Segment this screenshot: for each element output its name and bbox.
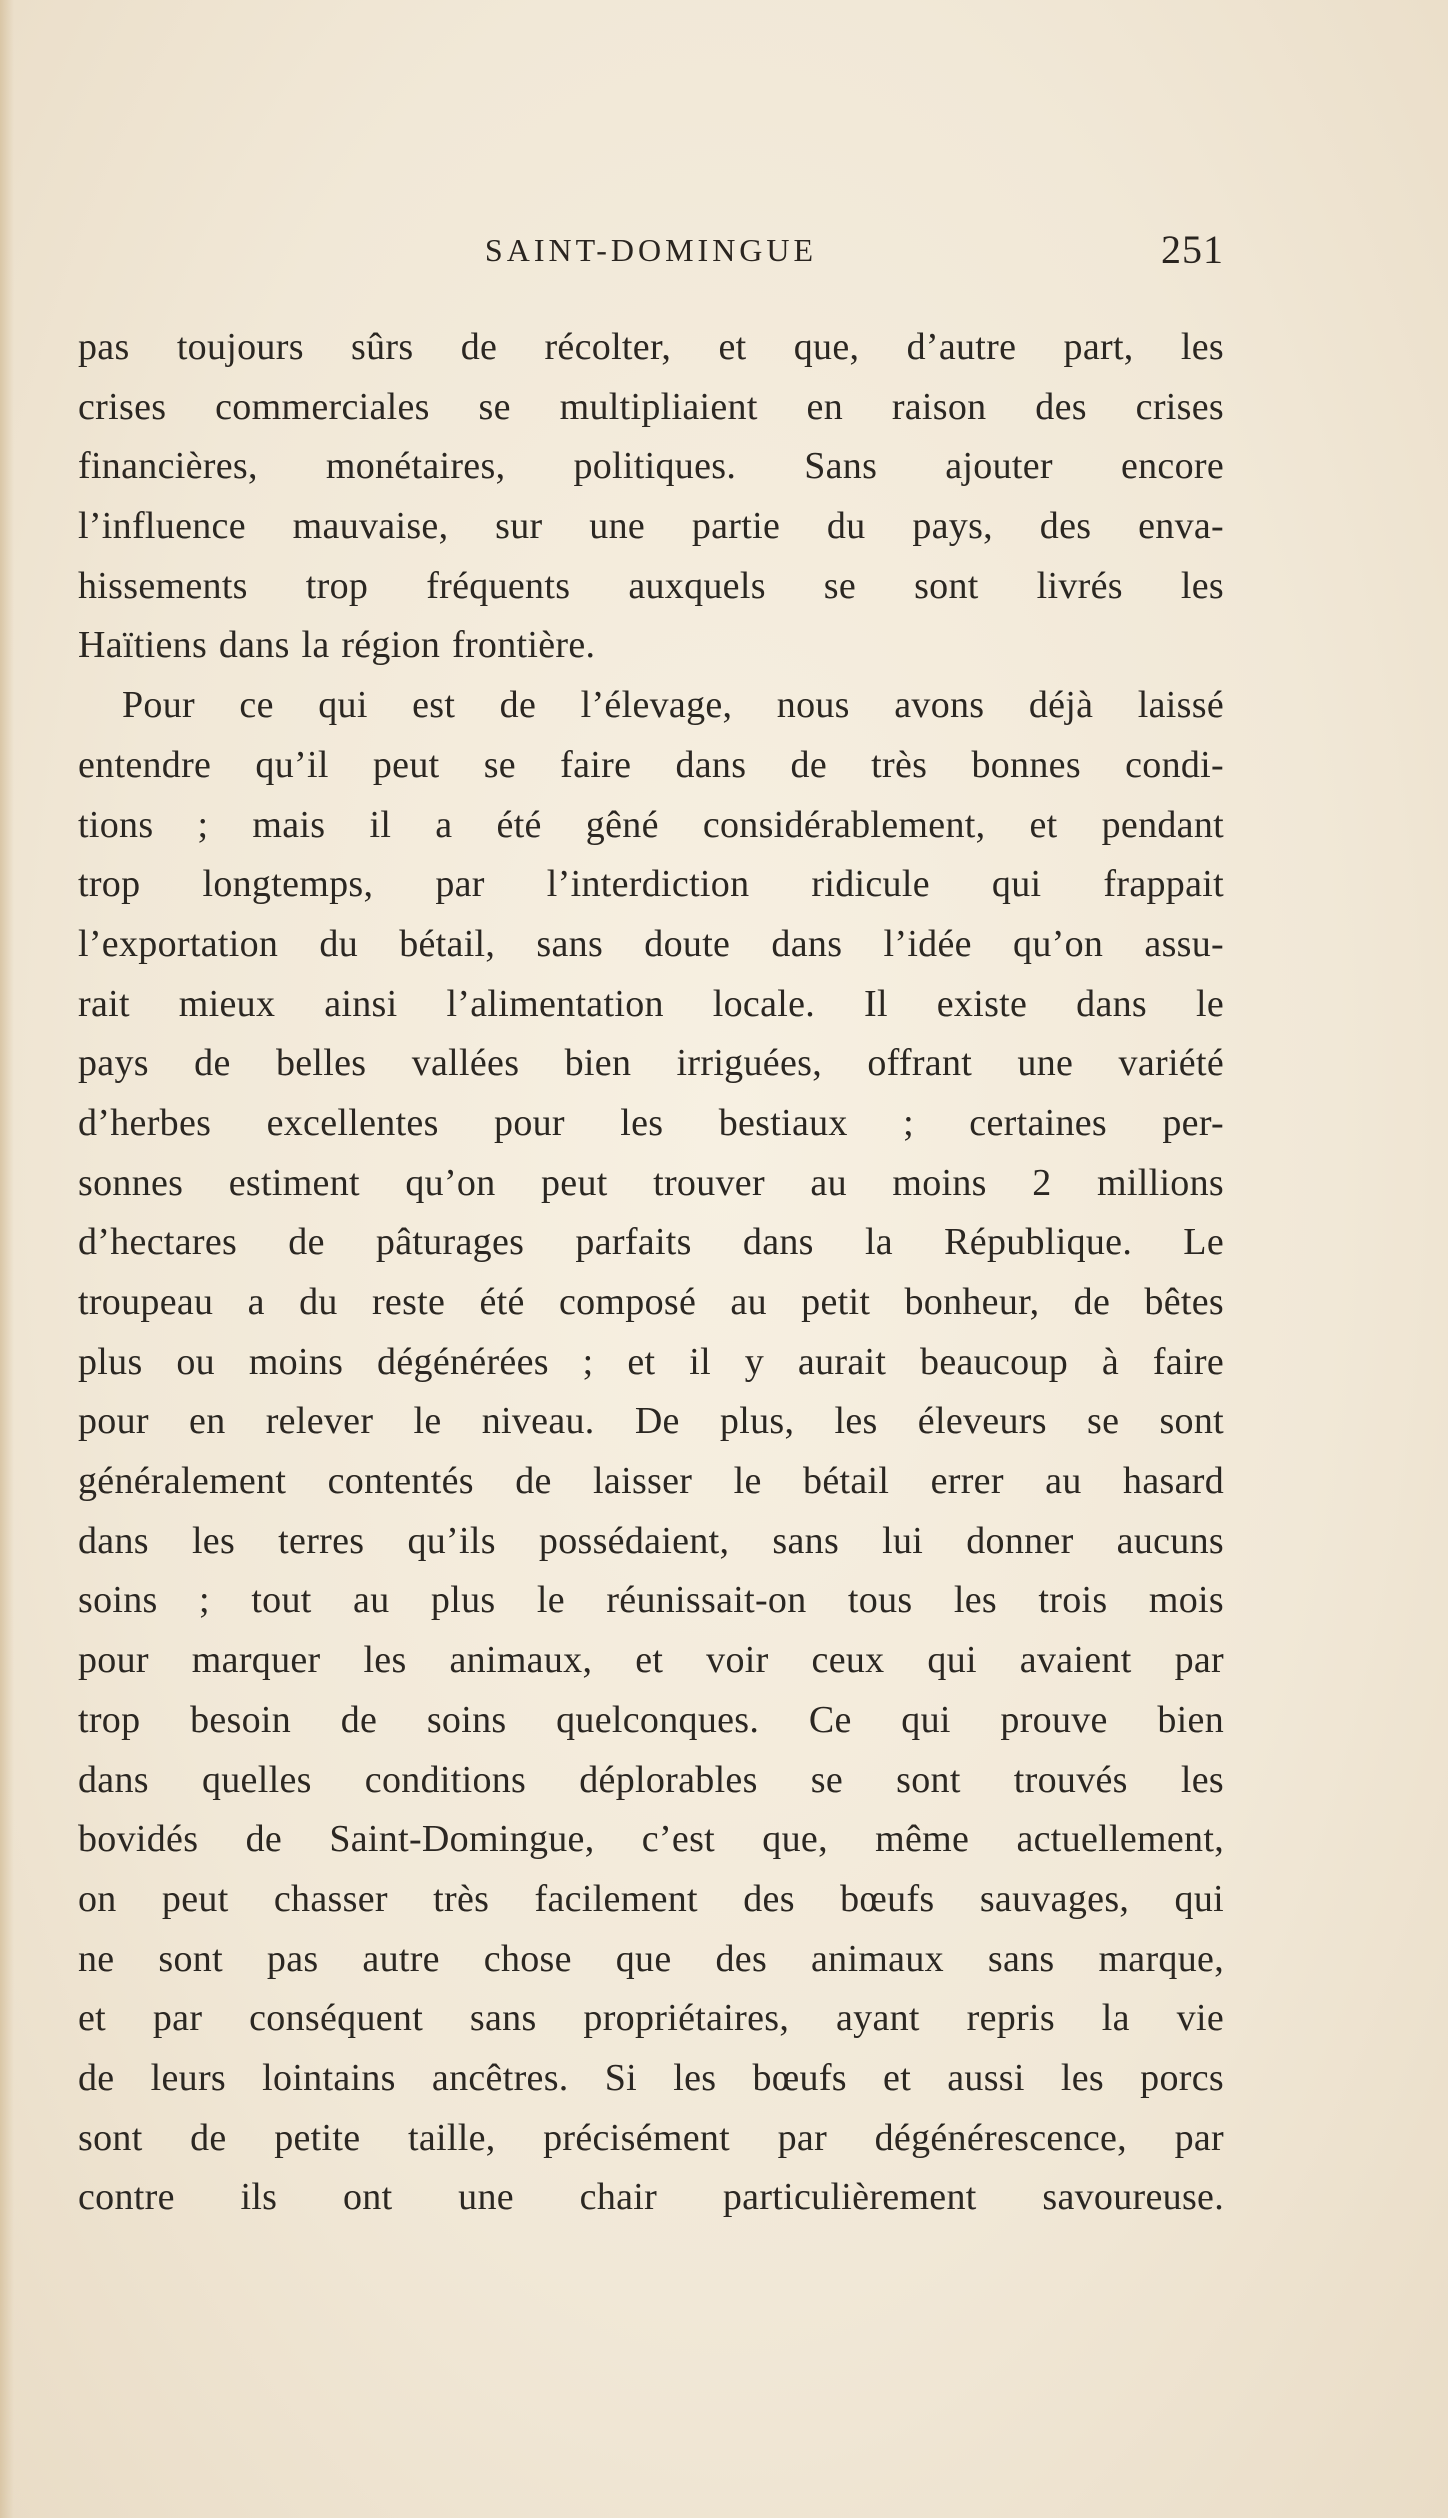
text-line: rait mieux ainsi l’alimentation locale. Il existe dans le: [78, 982, 1224, 1025]
text-line: de leurs lointains ancêtres. Si les bœufs et aussi les porcs: [78, 2056, 1224, 2099]
text-line: d’hectares de pâturages parfaits dans la République. Le: [78, 1221, 1224, 1264]
text-line: plus ou moins dégénérées ; et il y aurait beaucoup à faire: [78, 1340, 1224, 1383]
text-line: Haïtiens dans la région frontière.: [78, 624, 596, 667]
text-line: contre ils ont une chair particulièrement savoureuse.: [78, 2176, 1224, 2219]
text-line: troupeau a du reste été composé au petit bonheur, de bêtes: [78, 1281, 1224, 1323]
text-line: entendre qu’il peut se faire dans de très bonnes condi-: [78, 743, 1224, 786]
text-line: Pour ce qui est de l’élevage, nous avons déjà laissé: [122, 684, 1224, 727]
page-gutter-shadow: [0, 0, 14, 2518]
text-line: crises commerciales se multipliaient en raison des crises: [78, 385, 1224, 428]
text-line: soins ; tout au plus le réunissait-on tous les trois mois: [78, 1579, 1224, 1622]
text-line: on peut chasser très facilement des bœufs sauvages, qui: [78, 1877, 1224, 1920]
text-line: trop longtemps, par l’interdiction ridicule qui frappait: [78, 863, 1224, 906]
text-line: d’herbes excellentes pour les bestiaux ; certaines per-: [78, 1101, 1224, 1144]
text-line: ne sont pas autre chose que des animaux sans marque,: [78, 1937, 1224, 1980]
text-line: l’influence mauvaise, sur une partie du pays, des enva-: [78, 505, 1224, 548]
body-text: [78, 318, 1224, 2228]
text-line: et par conséquent sans propriétaires, ayant repris la vie: [78, 1997, 1224, 2040]
text-line: tions ; mais il a été gêné considérablement, et pendant: [78, 803, 1224, 846]
running-head: [78, 226, 1224, 278]
text-line: pays de belles vallées bien irriguées, offrant une variété: [78, 1042, 1224, 1085]
text-line: pour marquer les animaux, et voir ceux qui avaient par: [78, 1639, 1224, 1682]
text-line: hissements trop fréquents auxquels se sont livrés les: [78, 564, 1224, 607]
text-line: bovidés de Saint-Domingue, c’est que, même actuellement,: [78, 1818, 1224, 1861]
text-line: pour en relever le niveau. De plus, les éleveurs se sont: [78, 1400, 1224, 1443]
text-line: pas toujours sûrs de récolter, et que, d’autre part, les: [78, 326, 1224, 368]
text-line: l’exportation du bétail, sans doute dans l’idée qu’on assu-: [78, 922, 1224, 965]
running-title: SAINT-DOMINGUE: [484, 232, 818, 268]
text-line: trop besoin de soins quelconques. Ce qui prouve bien: [78, 1698, 1224, 1741]
text-line: généralement contentés de laisser le bétail errer au hasard: [78, 1460, 1224, 1503]
text-line: sonnes estiment qu’on peut trouver au moins 2 millions: [78, 1161, 1224, 1204]
text-line: dans les terres qu’ils possédaient, sans lui donner aucuns: [78, 1519, 1224, 1562]
text-line: financières, monétaires, politiques. Sans ajouter encore: [78, 445, 1224, 488]
page-number: 251: [1161, 227, 1224, 272]
text-line: sont de petite taille, précisément par dégénérescence, par: [78, 2116, 1224, 2159]
text-line: dans quelles conditions déplorables se sont trouvés les: [78, 1758, 1224, 1801]
